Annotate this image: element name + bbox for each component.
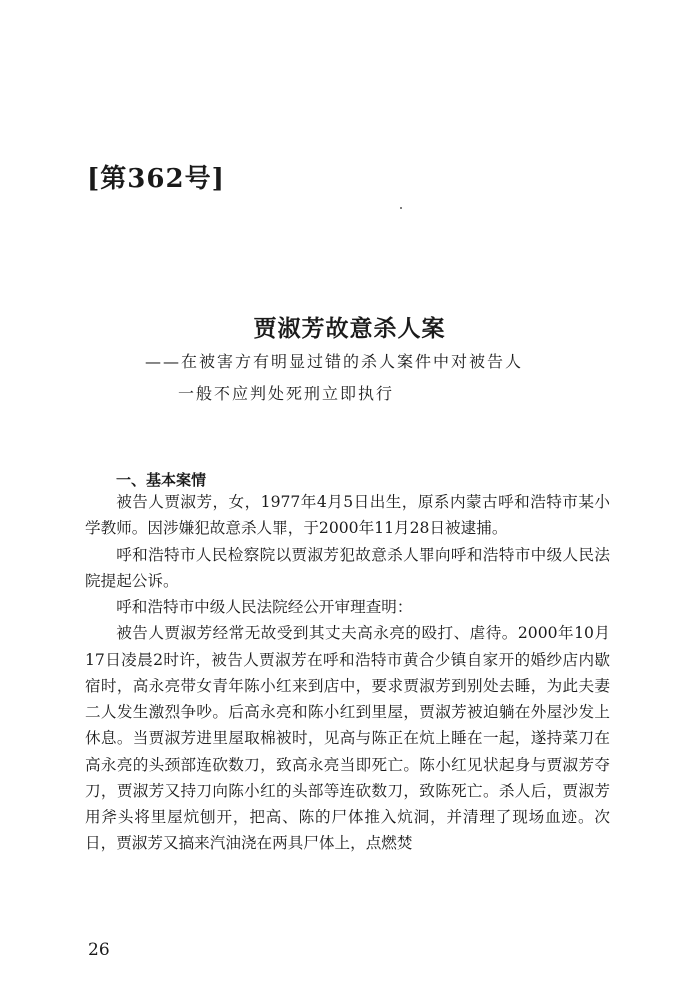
speck (400, 207, 402, 209)
paragraph: 呼和浩特市中级人民法院经公开审理查明： (116, 598, 413, 616)
paragraph: 被告人贾淑芳经常无故受到其丈夫高永亮的殴打、虐待。2000年10月17日凌晨2时许，被告人贾淑芳在呼和浩特市黄合少镇自家开的婚纱店内歇宿时，高永亮带女青年陈小红来到店中，要求贾淑芳到别处去睡，为此夫妻二人发生激烈争吵。后高永亮和陈小红到里屋，贾淑芳被迫躺在外屋沙发上休息。当贾淑芳进里屋取棉被时，见高与陈正在炕上睡在一起，遂持菜刀在高永亮的头颈部连砍数刀，致高永亮当即死亡。陈小红见状起身与贾淑芳夺刀，贾淑芳又持刀向陈小红的头部等连砍数刀，致陈死亡。杀人后，贾淑芳用斧头将里屋炕刨开，把高、陈的尸体推入炕洞，并清理了现场血迹。次日，贾淑芳又搞来汽油浇在两具尸体上，点燃焚 (85, 624, 610, 853)
case-title: 贾淑芳故意杀人案 (253, 315, 446, 342)
body-text (85, 489, 610, 857)
page-number: 26 (88, 940, 110, 960)
section-heading: 一、基本案情 (116, 471, 207, 489)
paragraph: 呼和浩特市人民检察院以贾淑芳犯故意杀人罪向呼和浩特市中级人民法院提起公诉。 (85, 545, 610, 590)
subtitle-line-2: 一般不应判处死刑立即执行 (178, 384, 395, 403)
paragraph: 被告人贾淑芳，女，1977年4月5日出生，原系内蒙古呼和浩特市某小学教师。因涉嫌犯故意杀人罪，于2000年11月28日被逮捕。 (85, 493, 610, 538)
case-number: [第362号] (87, 164, 225, 194)
subtitle-line-1: ——在被害方有明显过错的杀人案件中对被告人 (145, 352, 524, 371)
